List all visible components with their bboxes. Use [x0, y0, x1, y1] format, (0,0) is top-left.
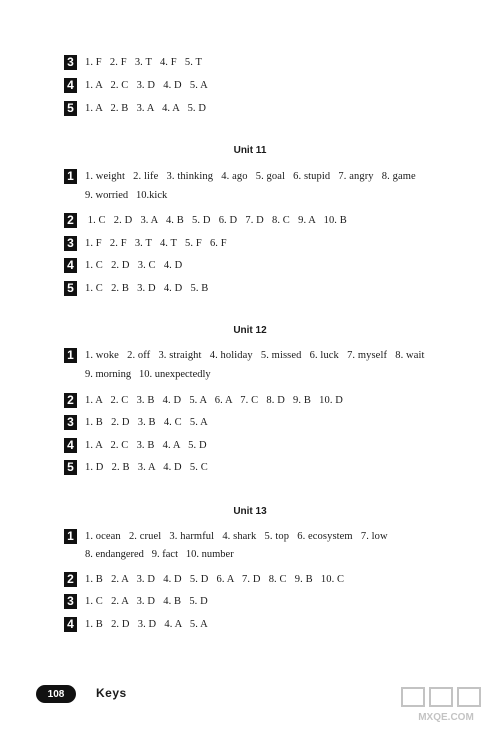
answer-row — [64, 570, 344, 588]
answers: 1. D 2. B 3. A 4. D 5. C — [85, 461, 208, 473]
exercise-number: 1 — [64, 169, 77, 184]
exercise-number: 3 — [64, 415, 77, 430]
answer-row — [64, 413, 208, 431]
exercise-number: 1 — [64, 348, 77, 363]
answers-continued: 8. endangered 9. fact 10. number — [85, 549, 234, 560]
unit-heading: Unit 13 — [233, 506, 267, 517]
exercise-number: 2 — [64, 393, 77, 408]
watermark-text: MXQE.COM — [418, 712, 474, 723]
answer-row — [64, 391, 343, 409]
answers-continued: 9. worried 10.kick — [85, 190, 168, 201]
exercise-number: 3 — [64, 55, 77, 70]
answers: 1. C 2. D 3. A 4. B 5. D 6. D 7. D 8. C 9. A 10. B — [85, 214, 347, 226]
answers: 1. F 2. F 3. T 4. F 5. T — [85, 56, 202, 68]
unit-heading: Unit 11 — [233, 145, 267, 156]
answer-row — [64, 615, 208, 633]
answer-row — [64, 211, 347, 229]
answers: 1. B 2. A 3. D 4. D 5. D 6. A 7. D 8. C 9. B 10. C — [85, 573, 345, 585]
answers: 1. A 2. C 3. D 4. D 5. A — [85, 79, 208, 91]
exercise-number: 5 — [64, 101, 77, 116]
answer-row — [64, 436, 207, 454]
answers: 1. ocean 2. cruel 3. harmful 4. shark 5. top 6. ecosystem 7. low — [85, 530, 388, 542]
exercise-number: 2 — [64, 213, 77, 228]
answers: 1. C 2. B 3. D 4. D 5. B — [85, 282, 209, 294]
answer-row — [64, 346, 425, 364]
answer-row — [64, 167, 416, 185]
exercise-number: 4 — [64, 258, 77, 273]
exercise-number: 5 — [64, 460, 77, 475]
watermark-logo — [400, 686, 492, 724]
answer-row — [64, 256, 182, 274]
exercise-number: 3 — [64, 594, 77, 609]
answers: 1. C 2. D 3. C 4. D — [85, 259, 183, 271]
exercise-number: 4 — [64, 617, 77, 632]
unit-heading: Unit 12 — [233, 325, 267, 336]
exercise-number: 4 — [64, 438, 77, 453]
answer-row — [64, 53, 202, 71]
exercise-number: 3 — [64, 236, 77, 251]
answer-row — [64, 279, 208, 297]
exercise-number: 5 — [64, 281, 77, 296]
answer-row — [64, 99, 206, 117]
answers: 1. woke 2. off 3. straight 4. holiday 5. missed 6. luck 7. myself 8. wait — [85, 349, 425, 361]
answers: 1. A 2. C 3. B 4. D 5. A 6. A 7. C 8. D 9. B 10. D — [85, 394, 343, 406]
answer-row — [64, 592, 208, 610]
exercise-number: 1 — [64, 529, 77, 544]
answer-row — [64, 527, 388, 545]
answer-row — [64, 234, 227, 252]
answers: 1. A 2. B 3. A 4. A 5. D — [85, 102, 207, 114]
answers: 1. B 2. D 3. D 4. A 5. A — [85, 618, 208, 630]
answer-row — [64, 458, 208, 476]
exercise-number: 2 — [64, 572, 77, 587]
answers: 1. A 2. C 3. B 4. A 5. D — [85, 439, 207, 451]
footer-label: Keys — [96, 686, 127, 700]
answers: 1. F 2. F 3. T 4. T 5. F 6. F — [85, 237, 227, 249]
answers: 1. C 2. A 3. D 4. B 5. D — [85, 595, 208, 607]
page-number: 108 — [36, 685, 76, 703]
answers: 1. weight 2. life 3. thinking 4. ago 5. goal 6. stupid 7. angry 8. game — [85, 170, 416, 182]
answers-continued: 9. morning 10. unexpectedly — [85, 369, 211, 380]
exercise-number: 4 — [64, 78, 77, 93]
answer-row — [64, 76, 208, 94]
answers: 1. B 2. D 3. B 4. C 5. A — [85, 416, 208, 428]
